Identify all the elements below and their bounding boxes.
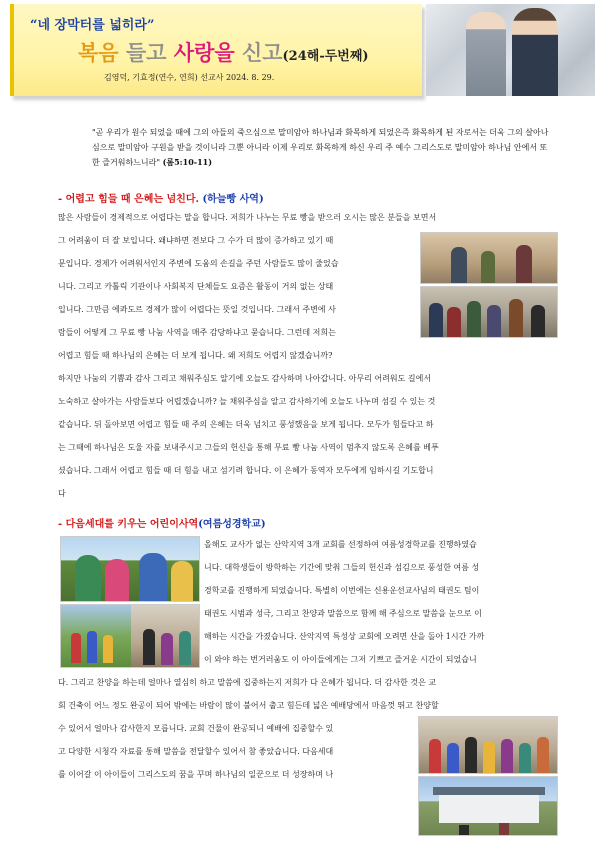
church-building-photo bbox=[418, 776, 558, 836]
title-word-2: 들고 bbox=[125, 41, 167, 65]
section-2-heading bbox=[58, 515, 266, 530]
section-1-line: 람들이 어떻게 그 무료 빵 나눔 사역을 매주 감당하냐고 묻습니다. 그런데 저희는 bbox=[58, 328, 336, 337]
section-1-line: 입니다. 그만큼 에콰도르 경제가 많이 어렵다는 뜻일 것입니다. 그래서 주변에 사 bbox=[58, 305, 336, 314]
scripture-quote bbox=[92, 126, 552, 171]
section-1-line: 많은 사람들이 경제적으로 어렵다는 말을 합니다. 저희가 나누는 무료 빵을 받으러 오시는 많은 분들을 보면서 bbox=[58, 213, 437, 222]
section-1-line: 니다. 그리고 카톨릭 기관이나 사회복지 단체들도 요즘은 활동이 거의 없는 상태 bbox=[58, 282, 334, 291]
section-1-line: 그 어려움이 더 잘 보입니다. 왜냐하면 전보다 그 수가 더 많이 증가하고 있기 때 bbox=[58, 236, 334, 245]
title-word-3: 사랑을 bbox=[173, 41, 235, 65]
section-1-line: 어렵고 힘들 때 하나님의 은혜는 더 보게 됩니다. 왜 저희도 어렵지 않겠습니까? bbox=[58, 351, 333, 360]
section-1-heading-main: - 어렵고 힘들 때 은혜는 넘친다. bbox=[58, 194, 203, 205]
section-2-line: 태권도 시범과 성극, 그리고 찬양과 말씀으로 함께 해 주심으로 말씀을 눈으로 이 bbox=[204, 609, 482, 618]
section-1-line: 셨습니다. 그래서 어렵고 힘들 때 더 힘을 내고 섬기려 합니다. 이 은혜가 동역자 모두에게 임하시길 기도합니 bbox=[58, 466, 434, 475]
newsletter-title bbox=[78, 37, 369, 67]
section-2-line: 이 와야 하는 번거러움도 이 아이들에게는 그저 기쁘고 즐거운 시간이 되었습니 bbox=[204, 655, 477, 664]
section-2-line: 다. 그리고 찬양을 하는데 얼마나 열심히 하고 말씀에 집중하는지 저희가 다 은혜가 됩니다. 더 감사한 것은 교 bbox=[58, 678, 437, 687]
section-2-line: 수 있어서 얼마나 감사한지 모릅니다. 교회 건물이 완공되니 예배에 집중할수 있 bbox=[58, 724, 334, 733]
section-2-line: 올해도 교사가 없는 산악지역 3개 교회를 선정하여 여름성경학교를 진행하였습 bbox=[204, 540, 477, 549]
title-word-1: 복음 bbox=[78, 41, 119, 65]
scripture-text: "곧 우리가 원수 되었을 때에 그의 아들의 죽으심으로 말미암아 하나님과 화목하게 되었은즉 화목하게 된 자로서는 더욱 그의 살아나심으로 말미암아 구원을 받을 것이니라 그뿐 아니라 이제 우리로 화목하게 하신 우리 주 예수 그리스도로 말미암아 하나님 안에서 또한 즐거워하느니라" bbox=[92, 128, 549, 167]
section-1-line: 하지만 나눔의 기쁨과 감사 그리고 채워주심도 알기에 오늘도 감사하며 나아갑니다. 아무리 어려워도 길에서 bbox=[58, 374, 432, 383]
section-1-heading bbox=[58, 190, 264, 205]
vbs-photo-3 bbox=[418, 716, 558, 774]
section-2-heading-main: - 다음세대를 키우는 어린이사역 bbox=[58, 519, 199, 530]
bread-ministry-photo-2 bbox=[420, 286, 558, 338]
author-line: 김영덕, 기효정(연수, 연희) 선교사 2024. 8. 29. bbox=[104, 73, 275, 82]
header-banner bbox=[10, 4, 422, 96]
title-subtitle: (24해-두번째) bbox=[282, 49, 369, 64]
section-2-line: 경학교를 진행하게 되었습니다. 특별히 이번에는 신용운선교사님의 태권도 팀이 bbox=[204, 586, 480, 595]
photo-person-2 bbox=[512, 8, 558, 96]
section-1-line: 같습니다. 뒤 돌아보면 어렵고 힘들 때 주의 은혜는 더욱 넘치고 풍성했음을 보게 됩니다. 모두가 힘들다고 하 bbox=[58, 420, 434, 429]
bread-ministry-photo-1 bbox=[420, 232, 558, 284]
missionary-photo bbox=[426, 4, 595, 96]
section-1-line: 다 bbox=[58, 489, 66, 498]
section-2-line: 해하는 시간을 가졌습니다. 산악지역 특성상 교회에 오려면 산을 돌아 1시간 가까 bbox=[204, 632, 485, 641]
section-1-line: 문입니다. 경제가 어려워서인지 주변에 도움의 손길을 주던 사람들도 많이 줄었습 bbox=[58, 259, 339, 268]
section-2-line: 회 건축이 어느 정도 완공이 되어 밖에는 바람이 많이 불어서 춥고 힘든데 넓은 예배당에서 마음껏 뛰고 찬양할 bbox=[58, 701, 439, 710]
section-2-line: 니다. 대학생들이 방학하는 기간에 맞춰 그들의 헌신과 섬김으로 풍성한 여름 성 bbox=[204, 563, 480, 572]
scripture-reference: (롬5:10-11) bbox=[162, 157, 212, 167]
photo-person-1 bbox=[466, 12, 506, 96]
section-2-line: 고 다양한 시청각 자료를 통해 말씀을 전달할수 있어서 참 좋았습니다. 다음세대 bbox=[58, 747, 334, 756]
section-1-line: 는 그때에 하나님은 도울 자를 보내주시고 그들의 헌신을 통해 무료 빵 나눔 사역이 멈추지 않도록 은혜를 베푸 bbox=[58, 443, 439, 452]
vbs-photo-1 bbox=[60, 536, 200, 602]
title-word-4: 신고 bbox=[241, 41, 283, 65]
header-tagline: “네 장막터를 넓히라” bbox=[30, 18, 155, 33]
section-2-heading-sub: (여름성경학교) bbox=[198, 519, 266, 530]
section-1-line: 노숙하고 살아가는 사람들보다 어렵겠습니까? 늘 채워주심을 알고 감사하기에 오늘도 나누며 섬길 수 있는 것 bbox=[58, 397, 436, 406]
section-1-heading-sub: (하늘빵 사역) bbox=[202, 194, 264, 205]
vbs-photo-2 bbox=[60, 604, 200, 668]
header-accent-bar bbox=[10, 4, 14, 96]
section-2-line: 를 이어갈 이 아이들이 그리스도의 꿈을 꾸며 하나님의 일꾼으로 더 성장하며 나 bbox=[58, 770, 334, 779]
